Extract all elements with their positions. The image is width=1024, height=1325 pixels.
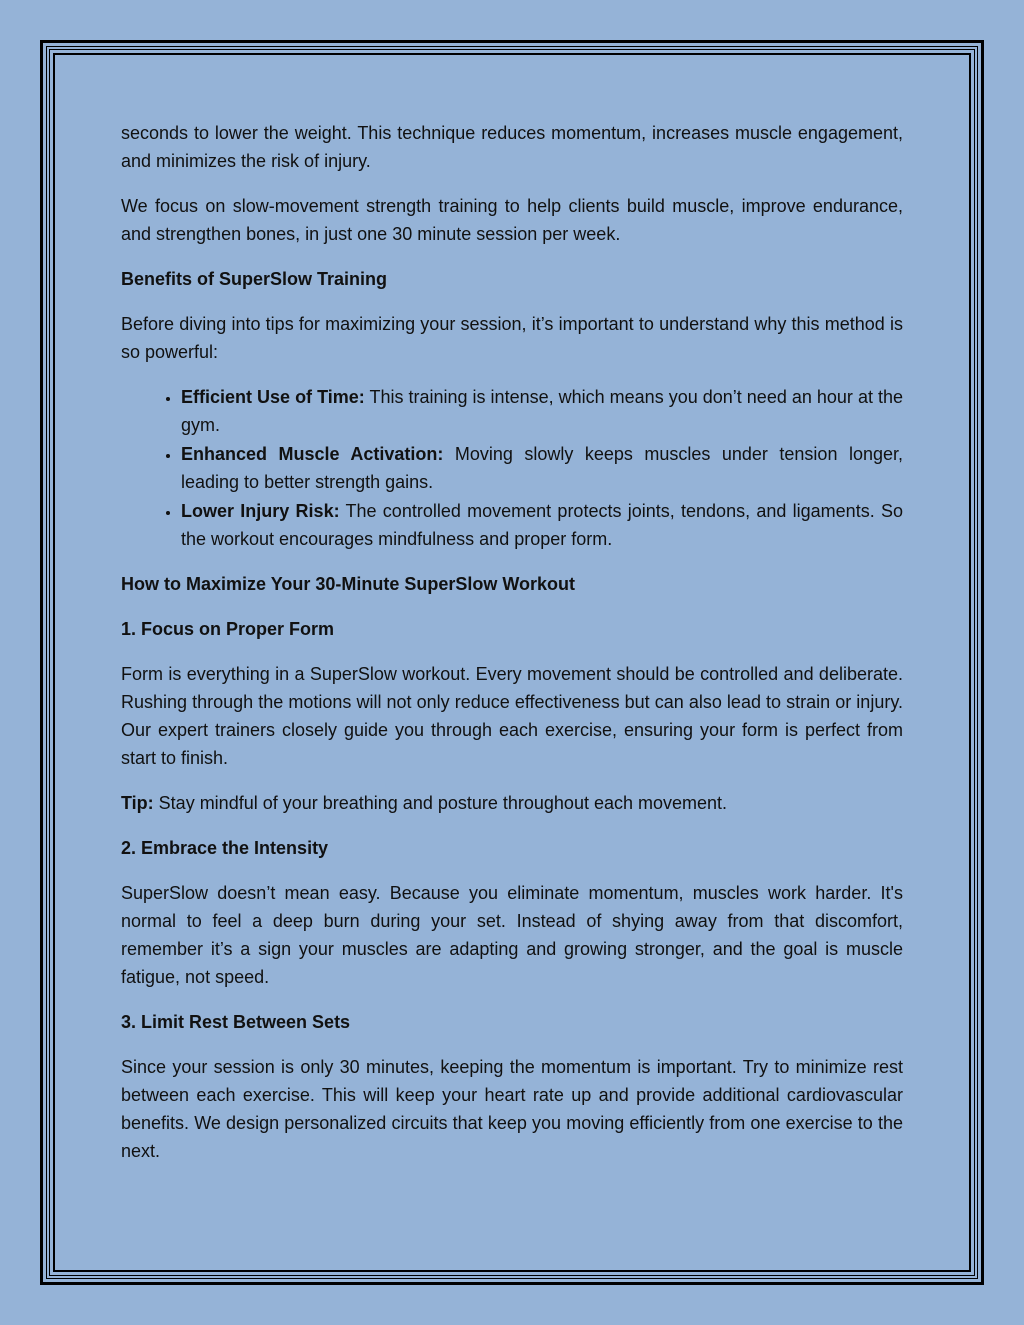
- intro-paragraph-2: We focus on slow-movement strength training to help clients build muscle, improve endurance, and strengthen bones, in just one 30 minute session per week.: [121, 196, 903, 244]
- section-2-heading: 2. Embrace the Intensity: [121, 838, 329, 858]
- list-item: [181, 497, 903, 553]
- benefit-title: Lower Injury Risk:: [181, 501, 340, 521]
- intro-paragraph-1: seconds to lower the weight. This technique reduces momentum, increases muscle engagement, and minimizes the risk of injury.: [121, 123, 903, 171]
- benefit-text: The controlled movement protects joints, tendons, and ligaments. So the workout encourages mindfulness and proper form.: [181, 501, 903, 549]
- list-item: [181, 440, 903, 496]
- benefit-text: This training is intense, which means you don’t need an hour at the gym.: [181, 387, 904, 435]
- section-3-heading: 3. Limit Rest Between Sets: [121, 1012, 351, 1032]
- section-3-paragraph: Since your session is only 30 minutes, keeping the momentum is important. Try to minimize rest between each exercise. This will keep your heart rate up and provide additional cardiovascular benefits. We design personalized circuits that keep you moving efficiently from one exercise to the next.: [121, 1057, 903, 1161]
- tip-paragraph: [121, 789, 903, 817]
- maximize-heading: How to Maximize Your 30-Minute SuperSlow Workout: [121, 574, 576, 594]
- list-item: [181, 383, 903, 439]
- section-1-heading: 1. Focus on Proper Form: [121, 619, 335, 639]
- benefit-title: Efficient Use of Time:: [181, 387, 365, 407]
- document-body: [121, 119, 903, 1182]
- benefit-text: Moving slowly keeps muscles under tension longer, leading to better strength gains.: [181, 444, 903, 492]
- section-2-paragraph: SuperSlow doesn’t mean easy. Because you eliminate momentum, muscles work harder. It's normal to feel a deep burn during your set. Instead of shying away from that discomfort, remember it’s a sign your muscles are adapting and growing stronger, and the goal is muscle fatigue, not speed.: [121, 883, 903, 987]
- benefit-title: Enhanced Muscle Activation:: [181, 444, 444, 464]
- section-1-paragraph: Form is everything in a SuperSlow workout. Every movement should be controlled and deliberate. Rushing through the motions will not only reduce effectiveness but can also lead to strain or injury. Our expert trainers closely guide you through each exercise, ensuring your form is perfect from start to finish.: [121, 664, 903, 768]
- tip-label: Tip:: [121, 793, 154, 813]
- benefits-heading: Benefits of SuperSlow Training: [121, 269, 388, 289]
- benefits-lead: Before diving into tips for maximizing your session, it’s important to understand why this method is so powerful:: [121, 314, 903, 362]
- benefits-list: [121, 383, 903, 553]
- tip-text: Stay mindful of your breathing and posture throughout each movement.: [153, 793, 728, 813]
